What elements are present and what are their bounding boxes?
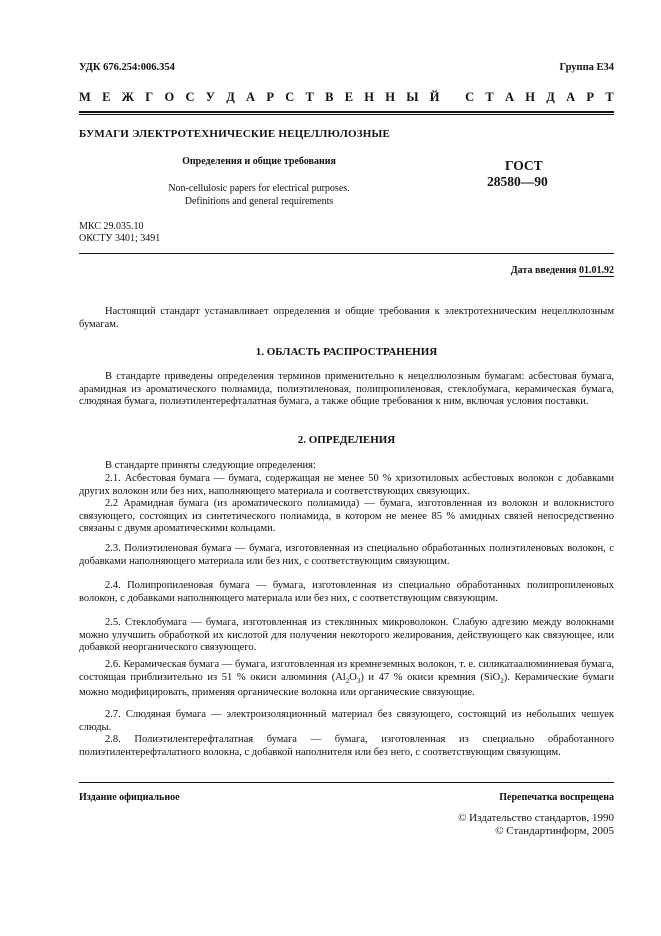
section-heading-definitions: 2. ОПРЕДЕЛЕНИЯ (297, 434, 396, 446)
mks-code: МКС 29.035.10 (79, 221, 144, 232)
intro-paragraph: Настоящий стандарт устанавливает определения и общие требования к электротехническим нецеллюлозным бумагам. (79, 306, 614, 330)
banner-letter (451, 90, 454, 105)
banner-letter: Ж (121, 90, 135, 104)
divider-thin (79, 114, 614, 115)
banner-letter: М (79, 90, 91, 104)
document-subtitle: Определения и общие требования (182, 156, 336, 167)
banner-letter: У (205, 90, 215, 104)
document-title: БУМАГИ ЭЛЕКТРОТЕХНИЧЕСКИЕ НЕЦЕЛЛЮЛОЗНЫЕ (79, 128, 391, 140)
banner-letter: А (566, 90, 576, 104)
banner-letter: Н (364, 90, 375, 104)
group-code: Группа Е34 (559, 62, 614, 73)
udk-code: УДК 676.254:006.354 (79, 62, 175, 73)
english-title-line2: Definitions and general requirements (184, 196, 334, 207)
banner-letter: Й (429, 90, 440, 104)
copyright-publisher: © Издательство стандартов, 1990 (458, 812, 614, 824)
banner-letter: Н (525, 90, 536, 104)
banner-letter: Р (586, 90, 595, 104)
definition-2-2: 2.2 Арамидная бумага (из ароматического полиамида) — бумага, изготовленная из волокон и волокнистого связующего, состоящих из синтетического полиамида, в котором не менее 85 % амидных связей непосредственно связаны с двумя ароматическими кольцами. (79, 498, 614, 535)
banner-letter: Т (485, 90, 494, 104)
definition-2-4: 2.4. Полипропиленовая бумага — бумага, изготовленная из специально обработанных полипропиленовых волокон, с добавками наполняющего материала или без них, с соответствующим связующим. (79, 580, 614, 604)
divider-footer (79, 782, 614, 783)
introduction-date-label: Дата введения (510, 265, 577, 276)
scope-paragraph: В стандарте приведены определения терминов применительно к нецеллюлозным бумагам: асбестовая бумага, арамидная из ароматического полиамида, полиэтиленовая, полипропиленовая, стеклобумага, керамическая бумага, слюдяная бумага, полиэтилентерефталатная бумага, а также общие требования к ним, включая условия поставки. (79, 371, 614, 408)
definition-2-3: 2.3. Полиэтиленовая бумага — бумага, изготовленная из специально обработанных полиэтиленовых волокон, с добавками наполняющего материала или без них, с соответствующим связующим. (79, 543, 614, 567)
gost-number: 28580—90 (487, 174, 548, 189)
banner-letter: В (325, 90, 334, 104)
banner-letter: Т (305, 90, 314, 104)
banner-letter: С (465, 90, 475, 104)
reprint-prohibited: Перепечатка воспрещена (499, 792, 614, 803)
okstu-code: ОКСТУ 3401; 3491 (79, 233, 161, 244)
banner-letter: С (285, 90, 295, 104)
definition-2-5: 2.5. Стеклобумага — бумага, изготовленная из стеклянных микроволокон. Слабую адгезию между волокнами можно улучшить обработкой их кислотой для получения некоторого желирования, действующего как связующее, или добавкой неорганического связующего. (79, 617, 614, 654)
interstate-standard-banner (79, 90, 614, 105)
divider-header (79, 253, 614, 254)
banner-letter: Т (605, 90, 614, 104)
banner-letter: Д (546, 90, 555, 104)
definition-2-7: 2.7. Слюдяная бумага — электроизоляционный материал без связующего, состоящий из небольших чешуек слюды. (79, 709, 614, 733)
banner-letter: Р (266, 90, 274, 104)
official-edition: Издание официальное (79, 792, 180, 803)
banner-letter: А (505, 90, 515, 104)
definitions-intro: В стандарте приняты следующие определения: (105, 460, 316, 471)
definition-2-6: 2.6. Керамическая бумага — бумага, изготовленная из кремнеземных волокон, т. е. силикатаалюминиевая бумага, состоящая приблизительно из 51 % окиси алюминия $(Al_2O_3)$ и 47 % окиси кремния (SiO$_2$). Керамические бумаги можно модифицировать, применяя органические волокна или органические связующие. (79, 659, 614, 699)
banner-letter: Е (344, 90, 354, 104)
copyright-standartinform: © Стандартинформ, 2005 (495, 825, 614, 837)
gost-label: ГОСТ (505, 158, 543, 173)
introduction-date (511, 265, 614, 276)
introduction-date-value: 01.01.92 (579, 265, 614, 276)
section-heading-scope: 1. ОБЛАСТЬ РАСПРОСТРАНЕНИЯ (255, 346, 438, 358)
divider-thick (79, 111, 614, 113)
banner-letter: Е (102, 90, 111, 104)
banner-letter: С (185, 90, 195, 104)
banner-letter: Ы (406, 90, 419, 104)
banner-letter: Н (385, 90, 395, 104)
english-title-line1: Non-cellulosic papers for electrical purposes. (168, 183, 350, 194)
banner-letter: О (164, 90, 175, 104)
definition-2-8: 2.8. Полиэтилентерефталатная бумага — бумага, изготовленная из специально обработанного полиэтилентерефталатного волокна, с добавкой наполнителя или без него, с соответствующим связующим. (79, 734, 614, 758)
banner-letter: Г (145, 90, 154, 104)
banner-letter: А (246, 90, 256, 104)
definition-2-1: 2.1. Асбестовая бумага — бумага, содержащая не менее 50 % хризотиловых асбестовых волокон с добавками других волокон или без них, наполняющего материала и соответствующих связующих. (79, 473, 614, 497)
banner-letter: Д (226, 90, 235, 104)
